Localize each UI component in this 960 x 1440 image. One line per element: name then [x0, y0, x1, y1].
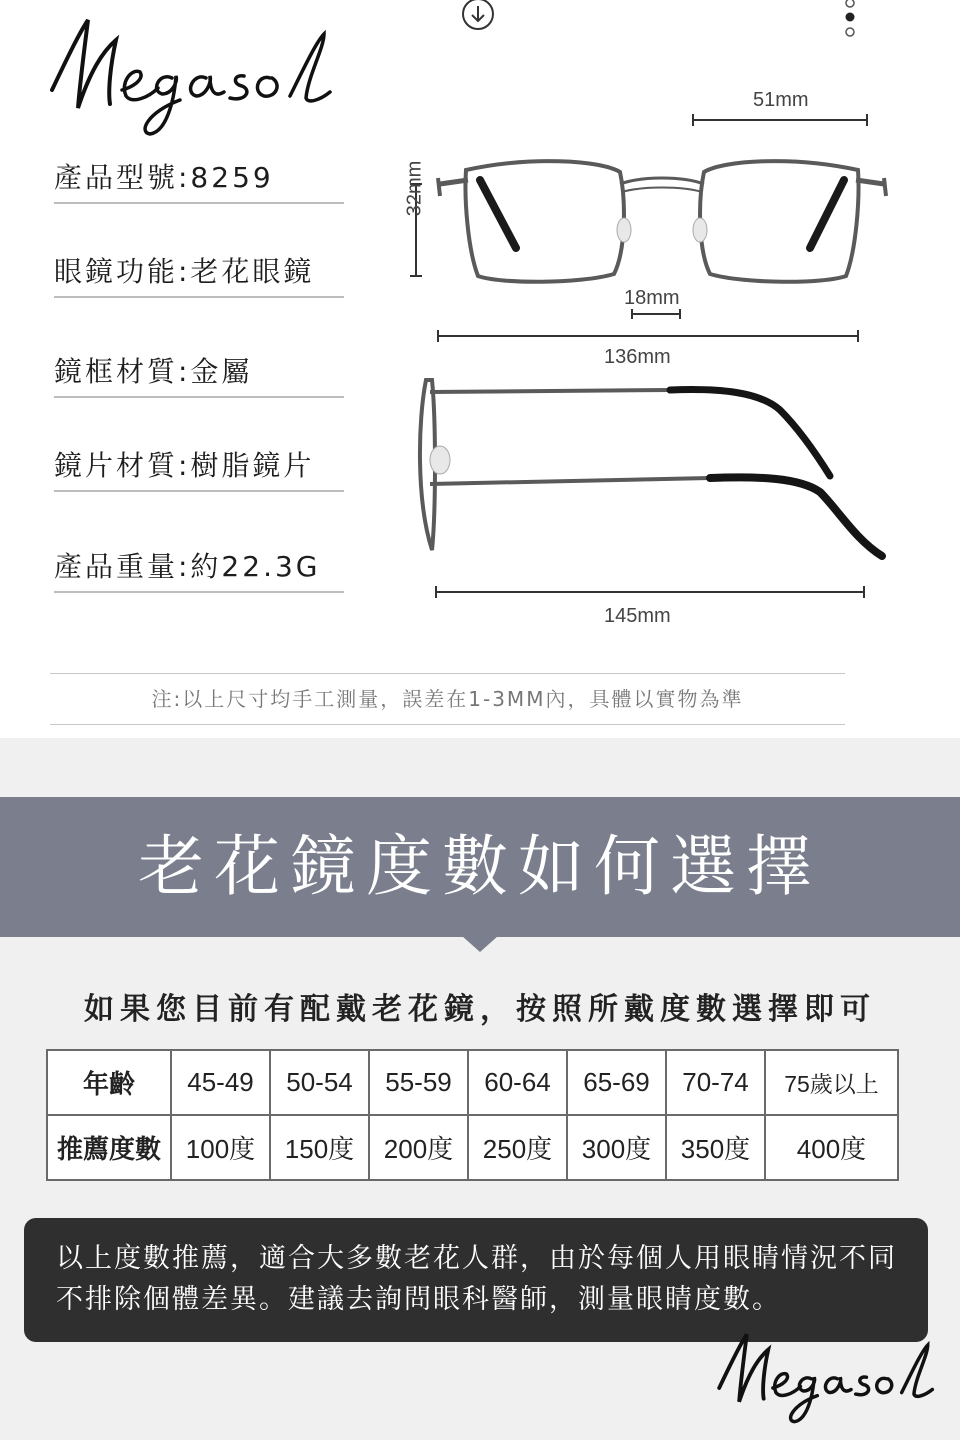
- age-cell: 70-74: [666, 1050, 765, 1115]
- banner: [0, 797, 960, 937]
- advice-line-1: 以上度數推薦，適合大多數老花人群，由於每個人用眼睛情況不同: [56, 1243, 897, 1274]
- pager-dots-icon[interactable]: [842, 0, 858, 42]
- power-cell: 100度: [171, 1115, 270, 1180]
- age-cell: 60-64: [468, 1050, 567, 1115]
- banner-title: 老花鏡度數如何選擇: [138, 828, 822, 905]
- power-cell: 400度: [765, 1115, 898, 1180]
- power-cell: 250度: [468, 1115, 567, 1180]
- spec-frame-material: 鏡框材質:金屬: [54, 352, 344, 398]
- power-table: [46, 1049, 899, 1181]
- spec-lens-material: 鏡片材質:樹脂鏡片: [54, 446, 344, 492]
- age-cell: 75歲以上: [765, 1050, 898, 1115]
- age-cell: 55-59: [369, 1050, 468, 1115]
- down-pointer-icon: [462, 936, 498, 952]
- brand-logo: [40, 12, 340, 142]
- measurement-note-text: 注:以上尺寸均手工測量，誤差在1-3MM內，具體以實物為準: [151, 687, 744, 711]
- brand-logo-bottom: [710, 1328, 940, 1428]
- table-row-power: [47, 1115, 898, 1180]
- advice-text: [56, 1238, 906, 1320]
- bridge-width-label: 18mm: [624, 287, 680, 309]
- frame-width-label: 136mm: [604, 346, 671, 368]
- lens-height-label: 32mm: [403, 160, 426, 217]
- temple-length-label: 145mm: [604, 605, 671, 627]
- table-row-age: [47, 1050, 898, 1115]
- age-cell: 65-69: [567, 1050, 666, 1115]
- advice-box: [24, 1218, 928, 1342]
- age-cell: 45-49: [171, 1050, 270, 1115]
- spec-function: 眼鏡功能:老花眼鏡: [54, 252, 344, 298]
- download-arrow-icon[interactable]: [459, 0, 497, 32]
- section-subtitle: 如果您目前有配戴老花鏡，按照所戴度數選擇即可: [84, 992, 876, 1027]
- spec-weight: 產品重量:約22.3G: [54, 547, 344, 593]
- power-header: 推薦度數: [47, 1115, 171, 1180]
- power-cell: 350度: [666, 1115, 765, 1180]
- power-cell: 150度: [270, 1115, 369, 1180]
- power-cell: 300度: [567, 1115, 666, 1180]
- measurement-note: [50, 673, 845, 725]
- lens-width-label: 51mm: [753, 89, 809, 111]
- age-cell: 50-54: [270, 1050, 369, 1115]
- spec-model: 產品型號:8259: [54, 158, 344, 204]
- advice-line-2: 不排除個體差異。建議去詢問眼科醫師，測量眼睛度數。: [56, 1284, 781, 1315]
- age-header: 年齡: [47, 1050, 171, 1115]
- power-cell: 200度: [369, 1115, 468, 1180]
